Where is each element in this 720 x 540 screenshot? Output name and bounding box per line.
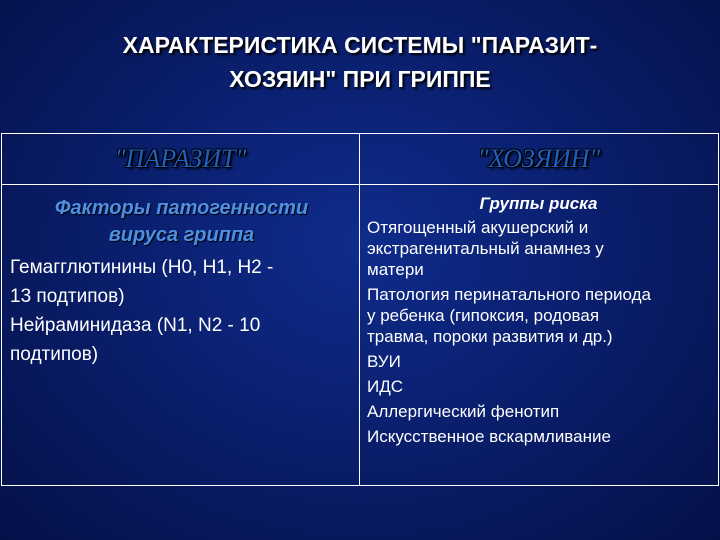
list-item [367, 426, 710, 447]
header-parasite: "ПАРАЗИТ" [2, 134, 360, 185]
parasite-cell [2, 185, 360, 486]
list-item-line: у ребенка (гипоксия, родовая [367, 306, 600, 325]
list-item [367, 217, 710, 280]
risk-groups-list [367, 217, 710, 447]
pathogenicity-factors-list [10, 253, 353, 369]
slide-title-line-1: ХАРАКТЕРИСТИКА СИСТЕМЫ "ПАРАЗИТ- [122, 32, 598, 58]
list-item-line: 13 подтипов) [10, 286, 125, 307]
slide-title-line-2: ХОЗЯИН" ПРИ ГРИППЕ [229, 66, 491, 92]
slide-title [0, 28, 720, 96]
list-item-line: Отягощенный акушерский и [367, 218, 589, 237]
list-item-line: травма, пороки развития и др.) [367, 327, 613, 346]
table-body-row [2, 185, 719, 486]
list-item [367, 376, 710, 397]
list-item-line: матери [367, 260, 424, 279]
risk-groups-title: Группы риска [479, 194, 598, 213]
list-item-line: Нейраминидаза (N1, N2 - 10 [10, 315, 261, 336]
list-item [10, 311, 353, 369]
parasite-host-table [1, 133, 719, 486]
list-item-line: подтипов) [10, 344, 99, 365]
list-item-line: Патология перинатального периода [367, 285, 651, 304]
header-host: "ХОЗЯИН" [360, 134, 719, 185]
pathogenicity-factors-title-line-2: вируса гриппа [108, 224, 255, 246]
list-item-line: Гемагглютинины (Н0, Н1, Н2 - [10, 257, 274, 278]
pathogenicity-factors-title [10, 195, 353, 249]
table-header-row [2, 134, 719, 185]
list-item [367, 401, 710, 422]
list-item [367, 351, 710, 372]
list-item-line: экстрагенитальный анамнез у [367, 239, 604, 258]
list-item-line: Искусственное вскармливание [367, 427, 611, 446]
list-item-line: ВУИ [367, 352, 401, 371]
list-item-line: ИДС [367, 377, 404, 396]
list-item [10, 253, 353, 311]
pathogenicity-factors-title-line-1: Факторы патогенности [54, 197, 309, 219]
host-cell [360, 185, 719, 486]
list-item [367, 284, 710, 347]
list-item-line: Аллергический фенотип [367, 402, 560, 421]
